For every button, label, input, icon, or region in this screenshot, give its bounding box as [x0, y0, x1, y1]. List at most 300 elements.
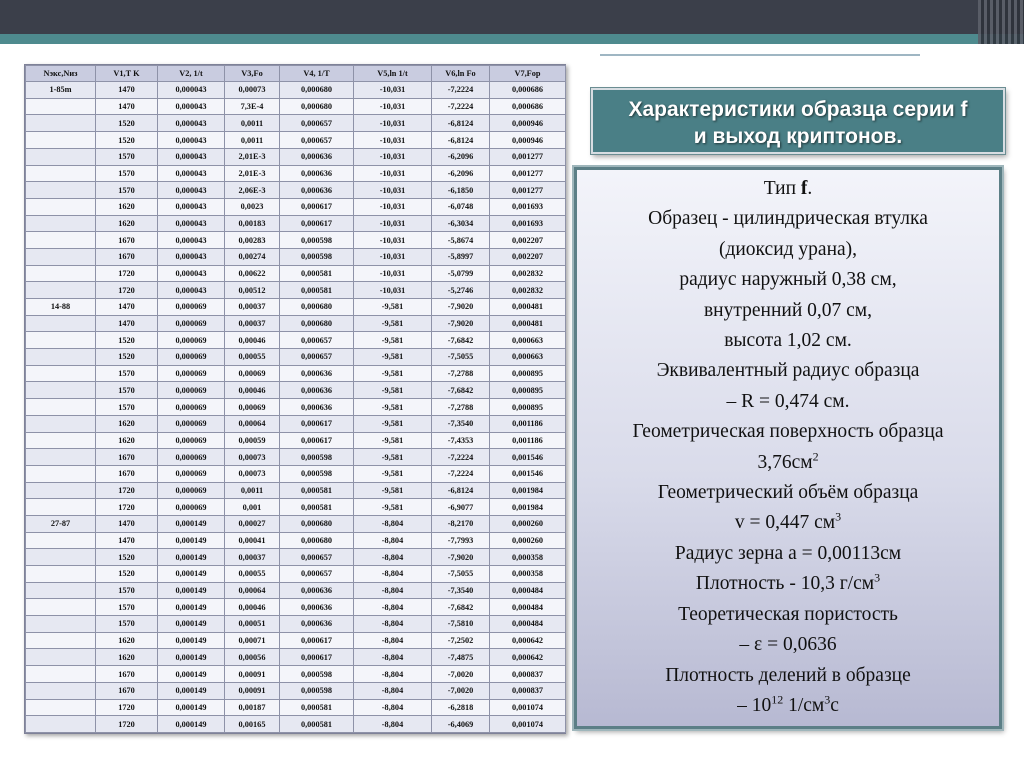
table-cell: 0,00037: [225, 549, 280, 566]
top-accent-bar: [0, 34, 1024, 44]
table-cell: 0,000680: [280, 98, 354, 115]
table-cell: 0,0023: [225, 198, 280, 215]
table-cell: 0,000358: [490, 566, 566, 583]
table-cell: -10,031: [354, 148, 432, 165]
column-header: V6,ln Fo: [432, 66, 490, 82]
table-cell: [26, 115, 96, 132]
table-cell: 0,000581: [280, 499, 354, 516]
table-cell: 0,000636: [280, 582, 354, 599]
table-cell: -7,4353: [432, 432, 490, 449]
table-cell: [26, 148, 96, 165]
table-cell: [26, 449, 96, 466]
table-cell: -7,5055: [432, 566, 490, 583]
table-cell: 0,00073: [225, 465, 280, 482]
table-cell: 2,01E-3: [225, 165, 280, 182]
fission-prefix: – 10: [737, 694, 772, 716]
table-cell: 0,000069: [158, 449, 225, 466]
table-cell: 0,001186: [490, 432, 566, 449]
table-cell: 1570: [96, 182, 158, 199]
table-cell: 1570: [96, 165, 158, 182]
table-cell: [26, 582, 96, 599]
table-cell: -8,804: [354, 549, 432, 566]
table-cell: -8,804: [354, 599, 432, 616]
column-header: V4, 1/T: [280, 66, 354, 82]
table-cell: 0,001074: [490, 699, 566, 716]
table-cell: 0,000657: [280, 115, 354, 132]
table-cell: 0,00064: [225, 415, 280, 432]
table-cell: -7,3540: [432, 415, 490, 432]
fission-label: Плотность делений в образце: [665, 664, 911, 686]
table-cell: -6,9077: [432, 499, 490, 516]
table-cell: 1520: [96, 115, 158, 132]
table-cell: 0,000043: [158, 232, 225, 249]
table-cell: 1720: [96, 282, 158, 299]
table-cell: 1520: [96, 566, 158, 583]
table-cell: 1720: [96, 499, 158, 516]
table-cell: 0,000636: [280, 182, 354, 199]
table-cell: 1570: [96, 365, 158, 382]
table-cell: 0,00073: [225, 82, 280, 99]
title-line-1: Характеристики образца серии f: [628, 98, 968, 121]
table-cell: 0,00037: [225, 299, 280, 316]
table-cell: 0,000598: [280, 666, 354, 683]
fission-exponent: 12: [771, 692, 784, 707]
table-cell: 1670: [96, 682, 158, 699]
table-cell: 1570: [96, 382, 158, 399]
table-cell: 0,000581: [280, 265, 354, 282]
table-cell: 1620: [96, 215, 158, 232]
sample-description: Образец - цилиндрическая втулка: [648, 208, 928, 230]
table-cell: 0,000617: [280, 632, 354, 649]
surface-label: Геометрическая поверхность образца: [632, 421, 944, 443]
table-cell: 0,001546: [490, 465, 566, 482]
table-row: [26, 432, 566, 449]
table-row: [26, 82, 566, 99]
table-cell: 0,000680: [280, 515, 354, 532]
table-cell: -7,2224: [432, 98, 490, 115]
table-cell: 0,000069: [158, 499, 225, 516]
table-cell: [26, 616, 96, 633]
table-cell: 0,000149: [158, 716, 225, 733]
table-cell: 0,000043: [158, 115, 225, 132]
decorative-line: [600, 54, 920, 56]
surface-exponent: 2: [812, 449, 819, 464]
table-cell: 0,000069: [158, 365, 225, 382]
table-body: [26, 82, 566, 733]
porosity-value: – ε = 0,0636: [739, 634, 837, 656]
table-row: [26, 232, 566, 249]
table-cell: 0,000043: [158, 165, 225, 182]
fission-unit-end: с: [830, 694, 839, 716]
table-cell: 0,000484: [490, 582, 566, 599]
table-cell: 0,001277: [490, 165, 566, 182]
table-cell: -9,581: [354, 432, 432, 449]
type-prefix: Тип: [763, 178, 801, 199]
table-cell: 0,000358: [490, 549, 566, 566]
table-cell: -10,031: [354, 265, 432, 282]
table-row: [26, 198, 566, 215]
table-cell: 0,000680: [280, 82, 354, 99]
table-cell: 0,000598: [280, 248, 354, 265]
table-cell: 0,000069: [158, 465, 225, 482]
table-cell: -8,804: [354, 682, 432, 699]
table-row: [26, 699, 566, 716]
table-cell: [26, 716, 96, 733]
table-cell: -9,581: [354, 382, 432, 399]
sample-info-panel: [574, 167, 1002, 729]
table-cell: 0,000837: [490, 682, 566, 699]
table-cell: 0,000598: [280, 232, 354, 249]
table-cell: [26, 165, 96, 182]
table-cell: 0,000598: [280, 682, 354, 699]
table-cell: 1470: [96, 515, 158, 532]
table-cell: [26, 399, 96, 416]
table-cell: 0,000895: [490, 399, 566, 416]
table-row: [26, 399, 566, 416]
table-cell: 0,000260: [490, 515, 566, 532]
table-cell: [26, 432, 96, 449]
table-cell: 0,000895: [490, 382, 566, 399]
table-cell: -7,2788: [432, 365, 490, 382]
table-cell: 0,00059: [225, 432, 280, 449]
table-cell: -9,581: [354, 499, 432, 516]
table-cell: [26, 98, 96, 115]
table-cell: 0,000686: [490, 98, 566, 115]
table-cell: 0,000149: [158, 616, 225, 633]
table-cell: 0,00091: [225, 666, 280, 683]
table-cell: -8,804: [354, 699, 432, 716]
table-cell: -6,2096: [432, 165, 490, 182]
table-cell: 0,002207: [490, 248, 566, 265]
table-cell: -8,804: [354, 616, 432, 633]
table-cell: 0,000657: [280, 332, 354, 349]
table-cell: [26, 549, 96, 566]
table-cell: -8,804: [354, 515, 432, 532]
table-cell: 0,000043: [158, 265, 225, 282]
table-row: [26, 415, 566, 432]
table-cell: -7,9020: [432, 299, 490, 316]
table-cell: 1470: [96, 299, 158, 316]
table-cell: 0,001: [225, 499, 280, 516]
table-row: [26, 349, 566, 366]
table-cell: [26, 282, 96, 299]
table-cell: 0,000149: [158, 632, 225, 649]
table-row: [26, 165, 566, 182]
column-header: V1,T K: [96, 66, 158, 82]
table-cell: 0,000043: [158, 148, 225, 165]
table-cell: -7,7993: [432, 532, 490, 549]
table-cell: 0,000642: [490, 649, 566, 666]
table-cell: -7,2224: [432, 465, 490, 482]
table-cell: [26, 415, 96, 432]
column-header: V7,Fop: [490, 66, 566, 82]
table-cell: 0,000069: [158, 482, 225, 499]
table-cell: [26, 315, 96, 332]
table-cell: 0,001693: [490, 198, 566, 215]
table-cell: 0,00165: [225, 716, 280, 733]
table-cell: -9,581: [354, 315, 432, 332]
table-cell: 0,00512: [225, 282, 280, 299]
table-cell: -10,031: [354, 82, 432, 99]
table-cell: 0,000481: [490, 315, 566, 332]
table-cell: 1470: [96, 98, 158, 115]
table-cell: 1670: [96, 232, 158, 249]
table-cell: 2,01E-3: [225, 148, 280, 165]
table-cell: 1720: [96, 265, 158, 282]
table-row: [26, 716, 566, 733]
table-cell: [26, 632, 96, 649]
table-row: [26, 332, 566, 349]
table-cell: 1670: [96, 465, 158, 482]
table-cell: 0,00187: [225, 699, 280, 716]
title-line-2: и выход криптонов.: [693, 125, 903, 148]
table-cell: 0,000636: [280, 616, 354, 633]
fission-unit: 1/см: [783, 694, 825, 716]
table-cell: -9,581: [354, 449, 432, 466]
table-cell: 0,000069: [158, 299, 225, 316]
table-cell: -9,581: [354, 399, 432, 416]
table-row: [26, 132, 566, 149]
data-table: [25, 65, 566, 733]
type-value: f: [800, 178, 808, 199]
table-cell: 0,00055: [225, 566, 280, 583]
table-cell: 1520: [96, 132, 158, 149]
table-cell: [26, 682, 96, 699]
table-row: [26, 499, 566, 516]
column-header: Nэкс,Nиз: [26, 66, 96, 82]
table-cell: 0,000642: [490, 632, 566, 649]
table-cell: 0,00283: [225, 232, 280, 249]
table-row: [26, 632, 566, 649]
table-cell: 1520: [96, 332, 158, 349]
table-cell: 0,00073: [225, 449, 280, 466]
table-cell: 0,00069: [225, 365, 280, 382]
table-cell: 0,000636: [280, 399, 354, 416]
volume-number: v = 0,447 см: [734, 512, 836, 534]
table-row: [26, 265, 566, 282]
table-header-row: [26, 66, 566, 82]
table-cell: -8,804: [354, 649, 432, 666]
table-row: [26, 148, 566, 165]
table-cell: -7,0020: [432, 666, 490, 683]
table-cell: 1620: [96, 415, 158, 432]
table-cell: -9,581: [354, 415, 432, 432]
table-cell: [26, 332, 96, 349]
table-cell: 0,000636: [280, 599, 354, 616]
table-cell: 0,000069: [158, 315, 225, 332]
table-cell: 1670: [96, 666, 158, 683]
table-cell: [26, 365, 96, 382]
density-number: Плотность - 10,3 г/см: [695, 573, 875, 595]
table-cell: 14-88: [26, 299, 96, 316]
table-cell: [26, 248, 96, 265]
table-cell: 27-87: [26, 515, 96, 532]
table-cell: [26, 566, 96, 583]
table-cell: -6,8124: [432, 482, 490, 499]
table-cell: 0,000069: [158, 432, 225, 449]
table-row: [26, 115, 566, 132]
table-cell: 0,000680: [280, 315, 354, 332]
table-cell: 0,000043: [158, 282, 225, 299]
table-cell: -5,8997: [432, 248, 490, 265]
table-cell: 0,00064: [225, 582, 280, 599]
table-cell: -7,9020: [432, 549, 490, 566]
table-cell: -10,031: [354, 165, 432, 182]
table-cell: 1570: [96, 599, 158, 616]
table-cell: 0,002832: [490, 282, 566, 299]
table-row: [26, 599, 566, 616]
table-cell: 0,000149: [158, 532, 225, 549]
table-cell: 0,000657: [280, 349, 354, 366]
table-cell: [26, 182, 96, 199]
table-cell: 1520: [96, 349, 158, 366]
table-row: [26, 582, 566, 599]
table-cell: 1470: [96, 532, 158, 549]
table-cell: -7,5055: [432, 349, 490, 366]
table-cell: -10,031: [354, 182, 432, 199]
inner-radius: внутренний 0,07 см,: [703, 299, 873, 321]
table-cell: 0,000149: [158, 599, 225, 616]
top-banner: [0, 0, 1024, 34]
table-cell: 1-85m: [26, 82, 96, 99]
table-cell: 0,000617: [280, 649, 354, 666]
table-cell: 0,000663: [490, 349, 566, 366]
table-cell: 0,00091: [225, 682, 280, 699]
table-cell: 0,000657: [280, 549, 354, 566]
table-cell: -6,2096: [432, 148, 490, 165]
sample-material: (диоксид урана),: [718, 238, 858, 260]
table-cell: 0,002207: [490, 232, 566, 249]
table-cell: 1620: [96, 632, 158, 649]
table-cell: 0,000149: [158, 582, 225, 599]
table-cell: 0,00046: [225, 599, 280, 616]
table-cell: 1570: [96, 616, 158, 633]
table-cell: 0,000686: [490, 82, 566, 99]
table-cell: 1520: [96, 549, 158, 566]
table-cell: -5,8674: [432, 232, 490, 249]
table-cell: 1620: [96, 432, 158, 449]
table-cell: -10,031: [354, 198, 432, 215]
table-cell: 0,000149: [158, 649, 225, 666]
table-cell: 7,3E-4: [225, 98, 280, 115]
table-cell: -6,8124: [432, 115, 490, 132]
table-row: [26, 248, 566, 265]
table-cell: 0,000946: [490, 132, 566, 149]
decorative-stripes: [978, 0, 1024, 44]
column-header: V2, 1/t: [158, 66, 225, 82]
table-cell: 0,001277: [490, 182, 566, 199]
table-row: [26, 649, 566, 666]
data-table-container: [24, 64, 566, 734]
surface-number: 3,76см: [757, 451, 813, 473]
table-cell: 0,000636: [280, 382, 354, 399]
table-cell: 0,001984: [490, 482, 566, 499]
volume-label: Геометрический объём образца: [657, 482, 919, 504]
table-cell: [26, 132, 96, 149]
table-cell: 0,000598: [280, 465, 354, 482]
table-cell: -6,3034: [432, 215, 490, 232]
table-cell: -7,9020: [432, 315, 490, 332]
table-row: [26, 182, 566, 199]
table-cell: -6,4069: [432, 716, 490, 733]
table-cell: -5,0799: [432, 265, 490, 282]
table-cell: 0,00046: [225, 382, 280, 399]
table-cell: 0,000484: [490, 599, 566, 616]
table-cell: 0,000149: [158, 699, 225, 716]
table-cell: 1570: [96, 582, 158, 599]
table-cell: -9,581: [354, 349, 432, 366]
table-cell: 1720: [96, 699, 158, 716]
fission-value: [577, 691, 999, 721]
table-row: [26, 515, 566, 532]
table-cell: 0,000636: [280, 148, 354, 165]
table-cell: -7,6842: [432, 599, 490, 616]
table-cell: -9,581: [354, 332, 432, 349]
table-row: [26, 299, 566, 316]
table-cell: -10,031: [354, 115, 432, 132]
table-cell: 0,000149: [158, 515, 225, 532]
table-cell: 0,000663: [490, 332, 566, 349]
table-row: [26, 98, 566, 115]
table-cell: 0,000043: [158, 182, 225, 199]
table-cell: 0,000837: [490, 666, 566, 683]
table-cell: -9,581: [354, 365, 432, 382]
table-cell: -7,2224: [432, 449, 490, 466]
table-cell: 0,001693: [490, 215, 566, 232]
table-row: [26, 449, 566, 466]
table-cell: 0,00274: [225, 248, 280, 265]
table-cell: -7,2502: [432, 632, 490, 649]
table-cell: 1720: [96, 716, 158, 733]
table-cell: -9,581: [354, 465, 432, 482]
table-cell: 1720: [96, 482, 158, 499]
table-cell: 0,00051: [225, 616, 280, 633]
table-cell: -8,804: [354, 532, 432, 549]
porosity-label: Теоретическая пористость: [678, 603, 898, 625]
table-cell: -10,031: [354, 282, 432, 299]
table-cell: -9,581: [354, 299, 432, 316]
table-cell: -6,0748: [432, 198, 490, 215]
type-suffix: .: [807, 178, 813, 199]
table-cell: -10,031: [354, 232, 432, 249]
volume-value: [577, 508, 999, 538]
table-row: [26, 482, 566, 499]
table-cell: -10,031: [354, 248, 432, 265]
table-cell: 0,001074: [490, 716, 566, 733]
table-row: [26, 215, 566, 232]
table-cell: 0,00055: [225, 349, 280, 366]
table-row: [26, 566, 566, 583]
table-cell: -8,2170: [432, 515, 490, 532]
grain-radius: Радиус зерна a = 0,00113см: [674, 542, 902, 564]
table-row: [26, 532, 566, 549]
table-cell: [26, 649, 96, 666]
table-row: [26, 282, 566, 299]
table-cell: 0,000581: [280, 716, 354, 733]
table-cell: 0,000043: [158, 98, 225, 115]
table-cell: 0,000260: [490, 532, 566, 549]
table-cell: 0,000895: [490, 365, 566, 382]
table-row: [26, 382, 566, 399]
table-cell: 0,000069: [158, 399, 225, 416]
table-cell: 0,001984: [490, 499, 566, 516]
table-cell: 0,000043: [158, 82, 225, 99]
table-cell: 1670: [96, 248, 158, 265]
table-cell: [26, 349, 96, 366]
table-cell: 0,000581: [280, 282, 354, 299]
table-cell: 1620: [96, 198, 158, 215]
table-cell: -9,581: [354, 482, 432, 499]
